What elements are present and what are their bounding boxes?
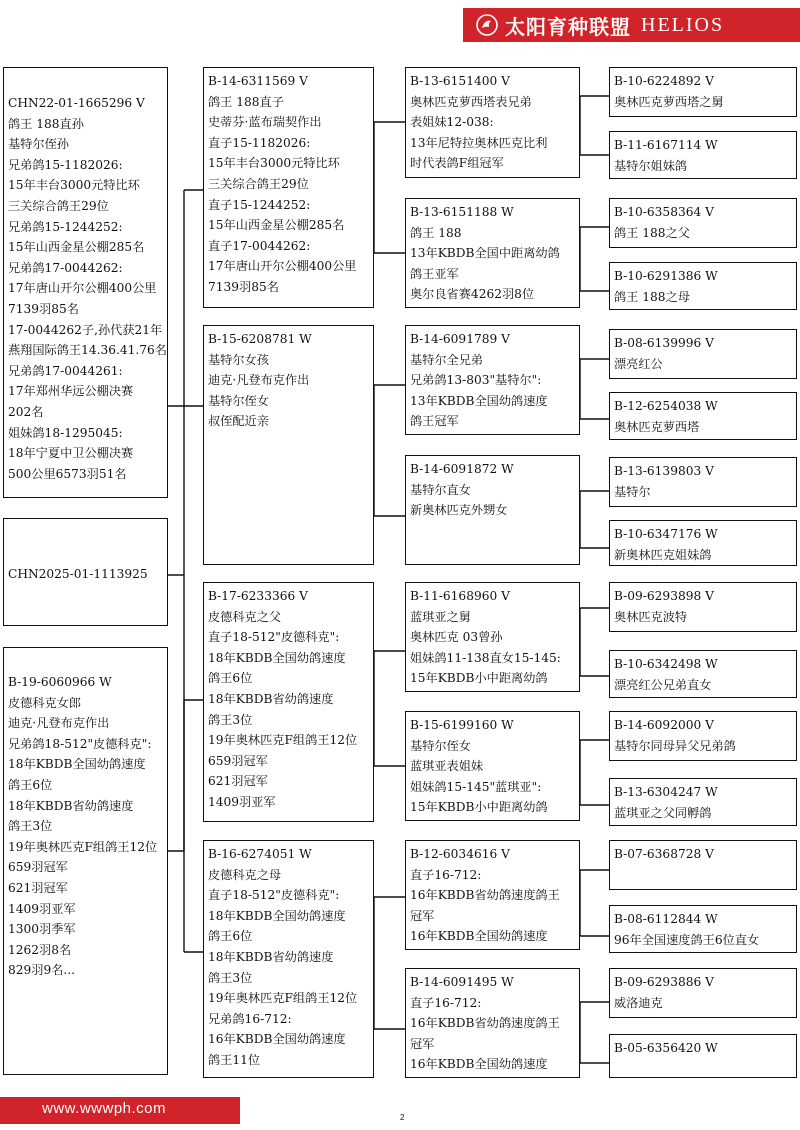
ring-number: B-05-6356420 W	[614, 1041, 718, 1055]
gen4-card-5	[609, 329, 797, 379]
pedigree-note: 1409羽亚军	[8, 901, 76, 916]
pedigree-note: 威洛迪克	[614, 995, 663, 1010]
sire-dam-card	[203, 325, 374, 565]
pedigree-note: 18年宁夏中卫公棚决赛	[8, 446, 134, 461]
pedigree-note: 叔侄配近亲	[208, 414, 269, 429]
gen4-card-10	[609, 650, 797, 698]
gen3-card-4	[405, 455, 580, 565]
pedigree-note: 鸽王 188之母	[614, 289, 690, 304]
ring-number: B-14-6092000 V	[614, 718, 714, 732]
pedigree-note: 16年KBDB全国幼鸽速度	[410, 929, 548, 944]
pedigree-note: 新奥林匹克外甥女	[410, 503, 508, 518]
pedigree-note: 皮德科克女郎	[8, 695, 82, 710]
pedigree-note: 蓝琪亚之父同孵鸽	[614, 805, 712, 820]
sire-sire-card	[203, 67, 374, 308]
pedigree-note: 鸽王3位	[208, 712, 253, 727]
pedigree-note: 16年KBDB省幼鸽速度鸽王	[410, 888, 560, 903]
pedigree-note: 17-0044262子,孙代获21年	[8, 322, 163, 337]
pedigree-note: 冠军	[410, 908, 435, 923]
ring-number: B-15-6199160 W	[410, 718, 514, 732]
pedigree-note: 史蒂芬·蓝布瑞契作出	[208, 115, 322, 130]
ring-number: B-12-6034616 V	[410, 847, 510, 861]
pedigree-note: 18年KBDB省幼鸽速度	[208, 691, 334, 706]
pedigree-note: 19年奥林匹克F组鸽王12位	[208, 991, 358, 1006]
pedigree-note: 迪克·凡登布克作出	[208, 373, 310, 388]
pedigree-note: 17年唐山开尔公棚400公里	[8, 281, 157, 296]
pedigree-note: 18年KBDB全国幼鸽速度	[8, 757, 146, 772]
pedigree-note: 直子16-712:	[410, 867, 482, 882]
ring-number: B-13-6304247 W	[614, 785, 718, 799]
gen4-card-3	[609, 198, 797, 248]
pedigree-note: 蓝琪亚表姐妹	[410, 759, 484, 774]
gen4-card-13	[609, 840, 797, 890]
pedigree-note: 燕翔国际鸽王14.36.41.76名	[8, 343, 167, 358]
ring-number: B-14-6091872 W	[410, 462, 514, 476]
dam-dam-card	[203, 840, 374, 1078]
pedigree-note: 基特尔	[614, 484, 651, 499]
pedigree-note: 1300羽季军	[8, 922, 76, 937]
pedigree-note: 基特尔女孩	[208, 352, 269, 367]
pedigree-note: 鸽王6位	[208, 929, 253, 944]
pedigree-note: 漂亮红公	[614, 356, 663, 371]
ring-number: B-14-6091495 W	[410, 975, 514, 989]
pedigree-note: 202名	[8, 404, 44, 419]
gen4-card-2	[609, 131, 797, 179]
ring-number: B-09-6293898 V	[614, 589, 714, 603]
ring-number: B-10-6224892 V	[614, 74, 714, 88]
pedigree-note: 直子17-0044262:	[208, 238, 311, 253]
gen4-card-16	[609, 1034, 797, 1078]
sire-card	[3, 67, 168, 498]
subject-card	[3, 518, 168, 626]
pedigree-note: 直子15-1182026:	[208, 135, 311, 150]
pedigree-note: 姐妹鸽15-145"蓝琪亚":	[410, 779, 542, 794]
dam-sire-card	[203, 582, 374, 822]
pedigree-note: 829羽9名...	[8, 963, 76, 978]
pedigree-note: 兄弟鸽17-0044261:	[8, 363, 123, 378]
ring-number: B-13-6139803 V	[614, 464, 714, 478]
ring-number: B-13-6151188 W	[410, 205, 514, 219]
ring-number: B-11-6167114 W	[614, 138, 718, 152]
pedigree-note: 基特尔侄女	[208, 393, 269, 408]
pedigree-note: 15年山西金星公棚285名	[8, 240, 145, 255]
pedigree-note: 鸽王冠军	[410, 414, 459, 429]
pedigree-note: 基特尔同母异父兄弟鸽	[614, 738, 736, 753]
pedigree-note: 19年奥林匹克F组鸽王12位	[8, 839, 158, 854]
pedigree-note: 三关综合鸽王29位	[208, 176, 309, 191]
pedigree-note: 15年丰台3000元特比环	[208, 156, 340, 171]
page-number: 2	[400, 1113, 405, 1122]
pedigree-note: 姐妹鸽11-138直女15-145:	[410, 650, 561, 665]
pedigree-note: 1262羽8名	[8, 942, 72, 957]
ring-number: B-10-6291386 W	[614, 269, 718, 283]
pedigree-note: 表姐妹12-038:	[410, 115, 494, 130]
pedigree-note: 姐妹鸽18-1295045:	[8, 425, 123, 440]
pedigree-note: 17年郑州华远公棚决赛	[8, 384, 134, 399]
pedigree-note: 基特尔直女	[410, 482, 471, 497]
pedigree-note: 500公里6573羽51名	[8, 466, 127, 481]
gen4-card-15	[609, 968, 797, 1018]
pedigree-note: 鸽王6位	[8, 777, 53, 792]
gen3-card-7	[405, 840, 580, 950]
pedigree-note: 15年丰台3000元特比环	[8, 178, 140, 193]
gen3-card-8	[405, 968, 580, 1078]
pedigree-note: 15年山西金星公棚285名	[208, 218, 345, 233]
ring-number: B-10-6347176 W	[614, 527, 718, 541]
pedigree-note: 奥林匹克 03曾孙	[410, 630, 503, 645]
gen3-card-5	[405, 582, 580, 692]
pedigree-note: 直子18-512"皮德科克":	[208, 630, 340, 645]
pedigree-note: 时代表鸽F组冠军	[410, 156, 504, 171]
ring-number: CHN22-01-1665296 V	[8, 96, 145, 110]
pedigree-note: 迪克·凡登布克作出	[8, 716, 110, 731]
pedigree-note: 三关综合鸽王29位	[8, 198, 109, 213]
brand-name-cn: 太阳育种联盟	[505, 14, 631, 39]
pedigree-note: 鸽王 188之父	[614, 225, 690, 240]
pedigree-note: 13年KBDB全国幼鸽速度	[410, 393, 548, 408]
pedigree-note: 鸽王11位	[208, 1052, 261, 1067]
pedigree-note: 鸽王 188直孙	[8, 116, 84, 131]
ring-number: B-11-6168960 V	[410, 589, 510, 603]
pedigree-note: 基特尔姐妹鸽	[614, 158, 688, 173]
pedigree-note: 13年KBDB全国中距离幼鸽	[410, 246, 560, 261]
pedigree-note: 新奥林匹克姐妹鸽	[614, 547, 712, 562]
pedigree-note: 16年KBDB全国幼鸽速度	[208, 1032, 346, 1047]
pedigree-note: 15年KBDB小中距离幼鸽	[410, 671, 548, 686]
pedigree-note: 7139羽85名	[208, 279, 279, 294]
footer-website-link[interactable]: www.wwwph.com	[42, 1100, 167, 1117]
gen4-card-4	[609, 262, 797, 310]
pedigree-note: 皮德科克之母	[208, 867, 282, 882]
gen4-card-11	[609, 711, 797, 761]
pedigree-note: 直子15-1244252:	[208, 197, 311, 212]
pedigree-note: 15年KBDB小中距离幼鸽	[410, 800, 548, 815]
pedigree-note: 鸽王 188直子	[208, 94, 284, 109]
ring-number: B-14-6311569 V	[208, 74, 308, 88]
pedigree-note: 17年唐山开尔公棚400公里	[208, 259, 357, 274]
pedigree-note: 基特尔侄女	[410, 738, 471, 753]
pedigree-note: 基特尔全兄弟	[410, 352, 484, 367]
pedigree-note: 皮德科克之父	[208, 609, 282, 624]
pedigree-note: 鸽王亚军	[410, 266, 459, 281]
pedigree-note: 奥林匹克萝西塔	[614, 419, 700, 434]
gen4-card-14	[609, 905, 797, 953]
ring-number: B-10-6358364 V	[614, 205, 714, 219]
pedigree-note: 直子18-512"皮德科克":	[208, 888, 340, 903]
pedigree-note: 鸽王3位	[208, 970, 253, 985]
ring-number: B-16-6274051 W	[208, 847, 312, 861]
ring-number: B-07-6368728 V	[614, 847, 714, 861]
pedigree-note: 奥尔良省赛4262羽8位	[410, 287, 535, 302]
gen4-card-12	[609, 778, 797, 826]
pedigree-note: 13年尼特拉奥林匹克比利	[410, 135, 548, 150]
pedigree-note: 蓝琪亚之舅	[410, 609, 471, 624]
pedigree-note: 鸽王6位	[208, 671, 253, 686]
pedigree-note: 兄弟鸽13-803"基特尔":	[410, 373, 542, 388]
ring-number: B-19-6060966 W	[8, 675, 112, 689]
pedigree-note: 鸽王3位	[8, 819, 53, 834]
ring-number: B-08-6139996 V	[614, 336, 714, 350]
pedigree-note: 659羽冠军	[8, 860, 68, 875]
pedigree-note: 基特尔侄孙	[8, 137, 69, 152]
gen4-card-7	[609, 457, 797, 507]
ring-number: B-12-6254038 W	[614, 399, 718, 413]
pedigree-note: 16年KBDB省幼鸽速度鸽王	[410, 1016, 560, 1031]
ring-number: B-09-6293886 V	[614, 975, 714, 989]
pedigree-note: 16年KBDB全国幼鸽速度	[410, 1057, 548, 1072]
pedigree-note: 7139羽85名	[8, 301, 79, 316]
pedigree-note: 奥林匹克波特	[614, 609, 688, 624]
pedigree-note: 兄弟鸽15-1182026:	[8, 157, 123, 172]
ring-number: B-10-6342498 W	[614, 657, 718, 671]
ring-number: B-17-6233366 V	[208, 589, 308, 603]
pedigree-note: 奥林匹克萝西塔表兄弟	[410, 94, 532, 109]
pedigree-note: 18年KBDB全国幼鸽速度	[208, 908, 346, 923]
pedigree-note: 兄弟鸽16-712:	[208, 1011, 292, 1026]
pedigree-note: 奥林匹克萝西塔之舅	[614, 94, 724, 109]
gen3-card-3	[405, 325, 580, 435]
gen3-card-6	[405, 711, 580, 821]
gen4-card-8	[609, 520, 797, 566]
pedigree-note: 18年KBDB省幼鸽速度	[208, 949, 334, 964]
pedigree-note: 漂亮红公兄弟直女	[614, 677, 712, 692]
gen4-card-6	[609, 392, 797, 440]
pedigree-note: 兄弟鸽15-1244252:	[8, 219, 123, 234]
gen4-card-9	[609, 582, 797, 632]
pedigree-note: 兄弟鸽17-0044262:	[8, 260, 123, 275]
ring-number: B-13-6151400 V	[410, 74, 510, 88]
pedigree-note: 鸽王 188	[410, 225, 462, 240]
ring-number: B-14-6091789 V	[410, 332, 510, 346]
gen4-card-1	[609, 67, 797, 117]
pedigree-note: 兄弟鸽18-512"皮德科克":	[8, 736, 152, 751]
dam-card	[3, 647, 168, 1075]
pedigree-note: 659羽冠军	[208, 753, 268, 768]
ring-number: B-08-6112844 W	[614, 912, 718, 926]
gen3-card-2	[405, 198, 580, 308]
pedigree-note: 18年KBDB省幼鸽速度	[8, 798, 134, 813]
pedigree-note: 冠军	[410, 1036, 435, 1051]
pedigree-note: 621羽冠军	[8, 880, 68, 895]
pedigree-note: 18年KBDB全国幼鸽速度	[208, 650, 346, 665]
ring-number: B-15-6208781 W	[208, 332, 312, 346]
pedigree-note: 直子16-712:	[410, 995, 482, 1010]
pedigree-note: 621羽冠军	[208, 774, 268, 789]
pedigree-note: 96年全国速度鸽王6位直女	[614, 932, 760, 947]
pedigree-note: 1409羽亚军	[208, 794, 276, 809]
gen3-card-1	[405, 67, 580, 178]
pedigree-note: 19年奥林匹克F组鸽王12位	[208, 733, 358, 748]
brand-name-en: HELIOS	[641, 13, 725, 36]
subject-ring-number: CHN2025-01-1113925	[8, 567, 148, 581]
